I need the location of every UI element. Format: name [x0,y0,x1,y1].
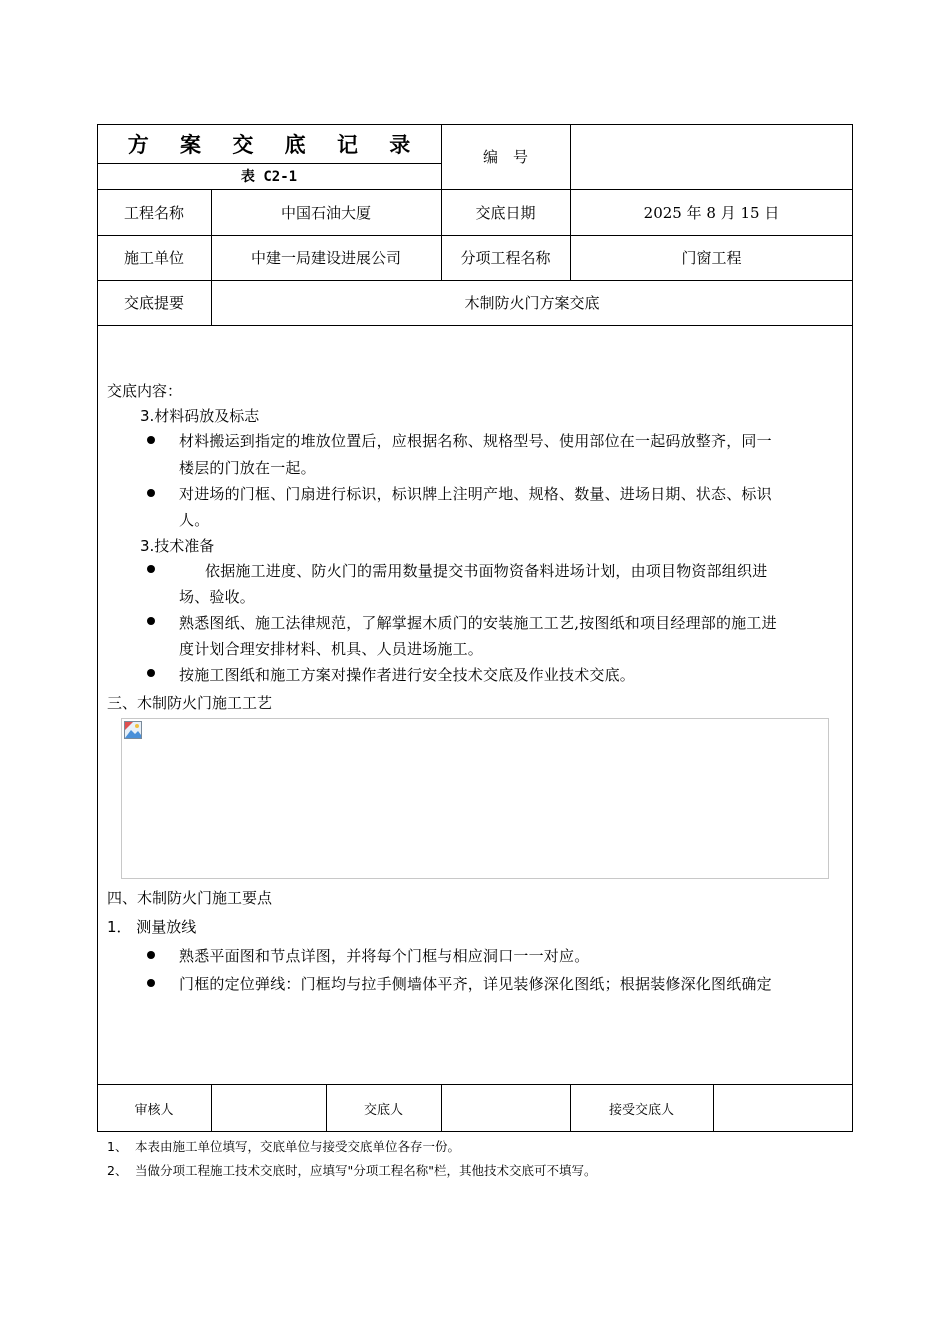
material-item-1-line-2: 楼层的门放在一起。 [179,459,316,477]
section-measure: 1． 测量放线 [107,918,197,936]
unit-value[interactable]: 中建一局建设进展公司 [250,249,401,267]
presenter-field[interactable] [441,1084,570,1132]
summary-value[interactable]: 木制防火门方案交底 [464,294,600,312]
number-label: 编 号 [482,148,528,166]
unit-label: 施工单位 [123,249,184,267]
bullet-dot-icon [147,951,155,959]
material-item-1-line-1: 材料搬运到指定的堆放位置后，应根据名称、规格型号、使用部位在一起码放整齐，同一 [179,432,772,450]
note-2-number: 2、 [107,1163,128,1178]
project-name-label: 工程名称 [123,203,184,222]
material-item-2-line-1: 对进场的门框、门扇进行标识，标识牌上注明产地、规格、数量、进场日期、状态、标识 [179,485,772,503]
receiver-field[interactable] [713,1084,853,1132]
tech-item-1-line-2: 场、验收。 [179,588,256,606]
bullet-dot-icon [147,669,155,677]
receiver-label: 接受交底人 [608,1102,674,1118]
sub-project-label: 分项工程名称 [460,249,551,267]
number-value[interactable] [570,124,853,189]
bullet-dot-icon [147,489,155,497]
material-item-2-line-2: 人。 [179,511,210,529]
section-tech: 3.技术准备 [140,537,215,555]
section-material: 3.材料码放及标志 [140,407,260,425]
form-code: 表 C2-1 [240,169,298,185]
section-three-heading: 三、木制防火门施工工艺 [107,694,273,712]
content-heading: 交底内容： [107,382,183,400]
sub-project-value[interactable]: 门窗工程 [681,249,742,267]
bullet-dot-icon [147,436,155,444]
presenter-label: 交底人 [363,1102,403,1118]
summary-label: 交底提要 [123,294,184,312]
note-1-text: 本表由施工单位填写，交底单位与接受交底单位各存一份。 [135,1139,461,1154]
date-label: 交底日期 [475,203,536,222]
reviewer-field[interactable] [211,1084,326,1132]
reviewer-label: 审核人 [134,1102,174,1118]
measure-item-1: 熟悉平面图和节点详图，并将每个门框与相应洞口一一对应。 [179,947,590,965]
section-four-heading: 四、木制防火门施工要点 [107,889,273,907]
project-name-value[interactable]: 中国石油大厦 [280,203,371,222]
tech-item-1-line-1: 依据施工进度、防火门的需用数量提交书面物资备料进场计划，由项目物资部组织进 [205,562,768,580]
tech-item-2-line-2: 度计划合理安排材料、机具、人员进场施工。 [179,640,484,658]
process-image [121,718,829,879]
note-2-text: 当做分项工程施工技术交底时，应填写"分项工程名称"栏，其他技术交底可不填写。 [135,1163,597,1178]
broken-image-icon [124,721,142,739]
bullet-dot-icon [147,565,155,573]
rule [97,325,853,326]
bullet-dot-icon [147,617,155,625]
form-title: 方 案 交 底 记 录 [127,131,423,157]
bullet-dot-icon [147,979,155,987]
measure-item-2: 门框的定位弹线：门框均与拉手侧墙体平齐，详见装修深化图纸；根据装修深化图纸确定 [179,975,772,993]
date-value[interactable]: 2025 年 8 月 15 日 [643,203,780,222]
note-1-number: 1、 [107,1139,128,1154]
tech-item-3-line-1: 按施工图纸和施工方案对操作者进行安全技术交底及作业技术交底。 [179,666,636,684]
tech-item-2-line-1: 熟悉图纸、施工法律规范，了解掌握木质门的安装施工工艺,按图纸和项目经理部的施工进 [179,614,777,632]
